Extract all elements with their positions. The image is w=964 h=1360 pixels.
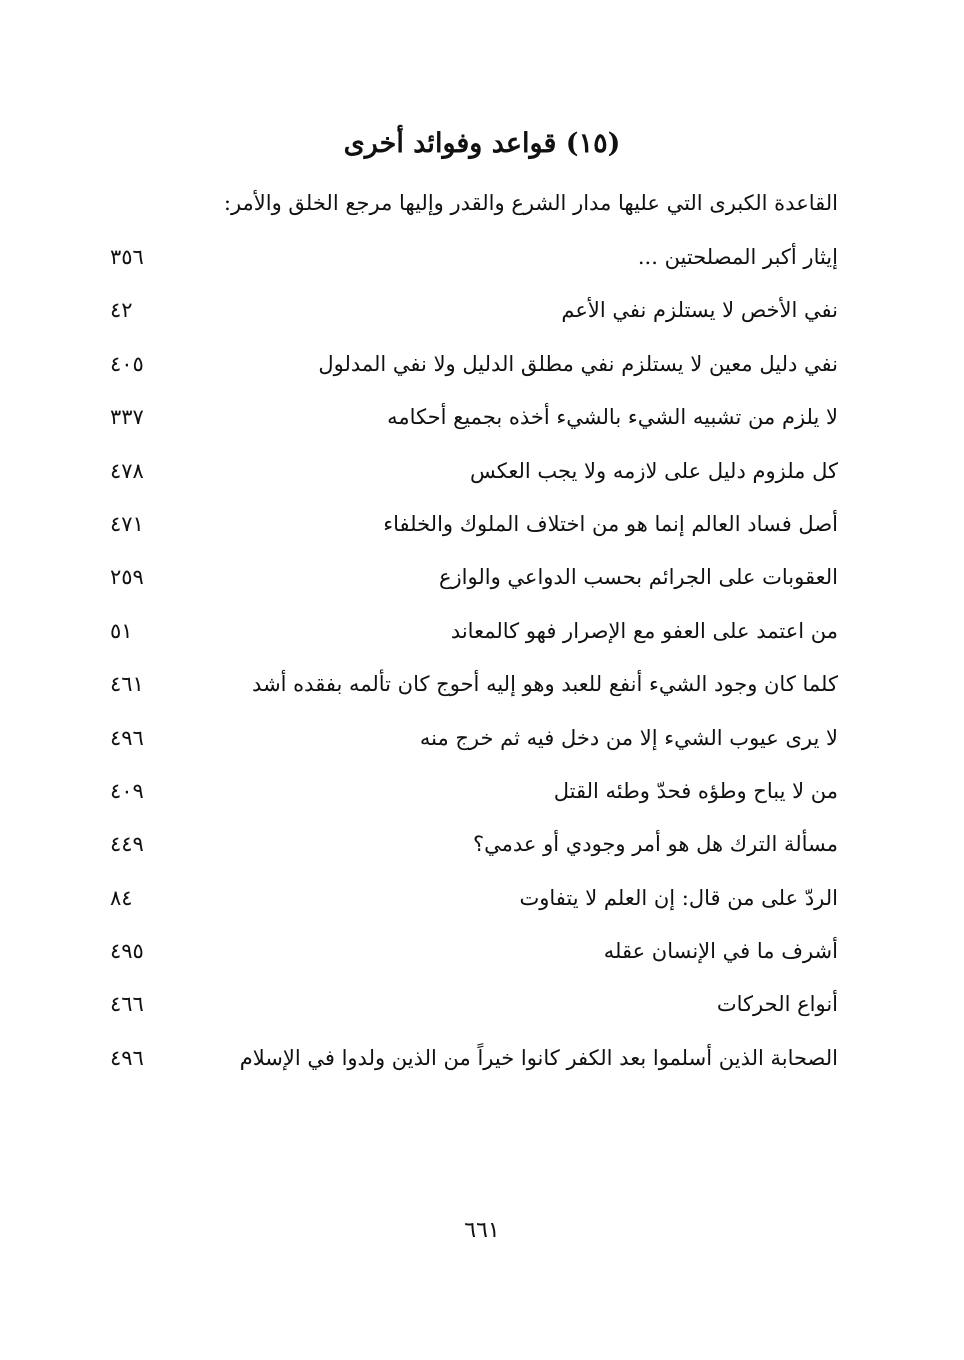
entry-text: إيثار أكبر المصلحتين ... (637, 245, 838, 269)
entry-page-number: ٤٤٩ (110, 832, 144, 857)
index-entry (110, 345, 838, 398)
index-entry (110, 932, 838, 985)
entry-text: نفي الأخص لا يستلزم نفي الأعم (561, 298, 838, 323)
entry-page-number: ٤٢ (110, 298, 133, 323)
entry-text: كل ملزوم دليل على لازمه ولا يجب العكس (469, 458, 838, 483)
index-entry (110, 665, 838, 718)
index-entry (110, 879, 838, 932)
index-entry (110, 558, 838, 611)
section-heading: (١٥) قواعد وفوائد أخرى (343, 128, 621, 159)
entry-text: أنواع الحركات (716, 992, 838, 1017)
index-list (110, 238, 838, 1092)
index-entry (110, 452, 838, 505)
entry-page-number: ٤٧١ (110, 511, 144, 536)
entry-page-number: ٤٧٨ (110, 458, 144, 483)
entry-page-number: ٤٠٩ (110, 778, 144, 803)
index-entry (110, 398, 838, 451)
entry-text: الردّ على من قال: إن العلم لا يتفاوت (519, 885, 838, 910)
index-entry (110, 505, 838, 558)
entry-page-number: ٢٥٩ (110, 565, 144, 590)
entry-page-number: ٤٩٦ (110, 725, 144, 750)
entry-text: من لا يباح وطؤه فحدّ وطئه القتل (553, 778, 838, 803)
index-entry (110, 985, 838, 1038)
entry-text: العقوبات على الجرائم بحسب الدواعي والوازع (439, 565, 838, 590)
entry-text: مسألة الترك هل هو أمر وجودي أو عدمي؟ (473, 832, 838, 857)
entry-text: أشرف ما في الإنسان عقله (603, 939, 838, 964)
index-entry (110, 1039, 838, 1092)
entry-page-number: ٤٩٦ (110, 1045, 144, 1070)
entry-page-number: ٤٦١ (110, 672, 144, 697)
entry-text: لا يرى عيوب الشيء إلا من دخل فيه ثم خرج منه (419, 725, 838, 750)
entry-page-number: ٥١ (110, 618, 133, 643)
entry-text: من اعتمد على العفو مع الإصرار فهو كالمعاند (450, 618, 838, 643)
intro-rule: القاعدة الكبرى التي عليها مدار الشرع والقدر وإليها مرجع الخلق والأمر: (223, 191, 838, 215)
entry-page-number: ٨٤ (110, 885, 133, 910)
entry-page-number: ٤٩٥ (110, 939, 144, 964)
entry-text: كلما كان وجود الشيء أنفع للعبد وهو إليه أحوج كان تألمه بفقده أشد (252, 672, 838, 697)
index-entry (110, 238, 838, 291)
index-entry (110, 825, 838, 878)
entry-page-number: ٣٣٧ (110, 405, 144, 430)
entry-page-number: ٣٥٦ (110, 245, 144, 269)
entry-text: نفي دليل معين لا يستلزم نفي مطلق الدليل ولا نفي المدلول (318, 351, 838, 376)
page-number: ٦٦١ (464, 1218, 500, 1243)
entry-page-number: ٤٠٥ (110, 351, 144, 376)
entry-text: أصل فساد العالم إنما هو من اختلاف الملوك والخلفاء (383, 511, 838, 536)
index-entry (110, 772, 838, 825)
index-entry (110, 719, 838, 772)
index-entry (110, 612, 838, 665)
entry-page-number: ٤٦٦ (110, 992, 144, 1017)
index-entry (110, 291, 838, 344)
entry-text: لا يلزم من تشبيه الشيء بالشيء أخذه بجميع أحكامه (387, 405, 838, 430)
entry-text: الصحابة الذين أسلموا بعد الكفر كانوا خيراً من الذين ولدوا في الإسلام (239, 1045, 838, 1070)
